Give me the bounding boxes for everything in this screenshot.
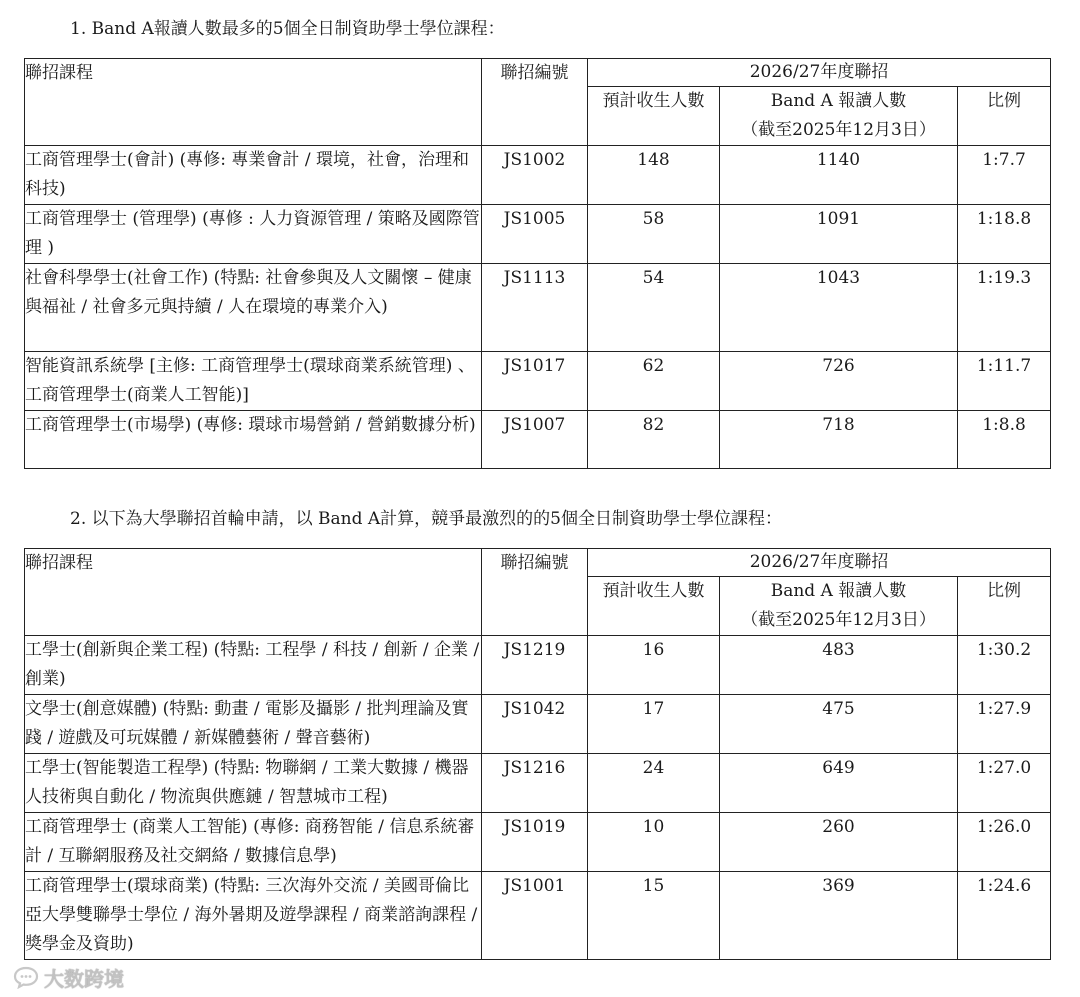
table-row bbox=[25, 146, 1051, 205]
course-code-cell: JS1042 bbox=[482, 695, 588, 754]
course-code-cell: JS1219 bbox=[482, 636, 588, 695]
ratio-cell: 1:24.6 bbox=[958, 872, 1051, 960]
column-header-ratio: 比例 bbox=[958, 577, 1051, 636]
column-header-band-a bbox=[720, 87, 958, 146]
intake-cell: 17 bbox=[588, 695, 720, 754]
table-row bbox=[25, 813, 1051, 872]
column-header-group: 2026/27年度聯招 bbox=[588, 549, 1051, 577]
course-name-cell: 文學士(創意媒體) (特點: 動畫 / 電影及攝影 / 批判理論及實踐 / 遊戲及可玩媒體 / 新媒體藝術 / 聲音藝術) bbox=[25, 695, 482, 754]
table-row bbox=[25, 872, 1051, 960]
most-competitive-table bbox=[24, 548, 1051, 960]
course-name-cell: 工商管理學士 (商業人工智能) (專修: 商務智能 / 信息系統審計 / 互聯網服務及社交網絡 / 數據信息學) bbox=[25, 813, 482, 872]
watermark bbox=[12, 962, 124, 992]
course-name-cell: 工商管理學士 (管理學) (專修 : 人力資源管理 / 策略及國際管理 ) bbox=[25, 205, 482, 264]
intake-cell: 16 bbox=[588, 636, 720, 695]
intake-cell: 148 bbox=[588, 146, 720, 205]
band-a-cell: 1140 bbox=[720, 146, 958, 205]
course-code-cell: JS1007 bbox=[482, 411, 588, 469]
column-header-course: 聯招課程 bbox=[25, 549, 482, 636]
ratio-cell: 1:18.8 bbox=[958, 205, 1051, 264]
table-row bbox=[25, 205, 1051, 264]
column-header-code: 聯招編號 bbox=[482, 59, 588, 146]
band-a-cell: 483 bbox=[720, 636, 958, 695]
band-a-cell: 1091 bbox=[720, 205, 958, 264]
column-header-course: 聯招課程 bbox=[25, 59, 482, 146]
table-row bbox=[25, 754, 1051, 813]
course-name-cell: 社會科學學士(社會工作) (特點: 社會參與及人文關懷 – 健康與福祉 / 社會多元與持續 / 人在環境的專業介入) bbox=[25, 264, 482, 352]
column-header-code: 聯招編號 bbox=[482, 549, 588, 636]
chat-bubble-icon bbox=[12, 965, 40, 989]
course-code-cell: JS1001 bbox=[482, 872, 588, 960]
intake-cell: 15 bbox=[588, 872, 720, 960]
intake-cell: 58 bbox=[588, 205, 720, 264]
band-a-cell: 726 bbox=[720, 352, 958, 411]
table-row bbox=[25, 352, 1051, 411]
ratio-cell: 1:19.3 bbox=[958, 264, 1051, 352]
table-row bbox=[25, 264, 1051, 352]
column-header-band-a-date: （截至2025年12月3日） bbox=[741, 610, 936, 630]
course-name-cell: 智能資訊系統學 [主修: 工商管理學士(環球商業系統管理) 、工商管理學士(商業人工智能)] bbox=[25, 352, 482, 411]
course-name-cell: 工商管理學士(會計) (專修: 專業會計 / 環境，社會，治理和科技) bbox=[25, 146, 482, 205]
course-code-cell: JS1019 bbox=[482, 813, 588, 872]
band-a-cell: 718 bbox=[720, 411, 958, 469]
ratio-cell: 1:27.0 bbox=[958, 754, 1051, 813]
band-a-cell: 369 bbox=[720, 872, 958, 960]
band-a-cell: 1043 bbox=[720, 264, 958, 352]
band-a-cell: 260 bbox=[720, 813, 958, 872]
column-header-band-a-title: Band A 報讀人數 bbox=[770, 581, 907, 601]
band-a-cell: 475 bbox=[720, 695, 958, 754]
column-header-band-a-date: （截至2025年12月3日） bbox=[741, 120, 936, 140]
ratio-cell: 1:7.7 bbox=[958, 146, 1051, 205]
intake-cell: 62 bbox=[588, 352, 720, 411]
course-name-cell: 工學士(智能製造工程學) (特點: 物聯網 / 工業大數據 / 機器人技術與自動化 / 物流與供應鏈 / 智慧城市工程) bbox=[25, 754, 482, 813]
ratio-cell: 1:30.2 bbox=[958, 636, 1051, 695]
watermark-text: 大数跨境 bbox=[44, 966, 124, 991]
table-row bbox=[25, 411, 1051, 469]
course-code-cell: JS1005 bbox=[482, 205, 588, 264]
course-code-cell: JS1216 bbox=[482, 754, 588, 813]
column-header-ratio: 比例 bbox=[958, 87, 1051, 146]
ratio-cell: 1:8.8 bbox=[958, 411, 1051, 469]
course-code-cell: JS1113 bbox=[482, 264, 588, 352]
intake-cell: 10 bbox=[588, 813, 720, 872]
table-row bbox=[25, 636, 1051, 695]
column-header-group: 2026/27年度聯招 bbox=[588, 59, 1051, 87]
section-heading-2: 2. 以下為大學聯招首輪申請，以 Band A計算，競爭最激烈的的5個全日制資助學士學位課程： bbox=[70, 509, 782, 529]
intake-cell: 54 bbox=[588, 264, 720, 352]
course-code-cell: JS1017 bbox=[482, 352, 588, 411]
ratio-cell: 1:26.0 bbox=[958, 813, 1051, 872]
column-header-band-a bbox=[720, 577, 958, 636]
column-header-band-a-title: Band A 報讀人數 bbox=[770, 91, 907, 111]
course-name-cell: 工商管理學士(市場學) (專修: 環球市場營銷 / 營銷數據分析) bbox=[25, 411, 482, 469]
ratio-cell: 1:27.9 bbox=[958, 695, 1051, 754]
column-header-intake: 預計收生人數 bbox=[588, 87, 720, 146]
section-heading-1: 1. Band A報讀人數最多的5個全日制資助學士學位課程： bbox=[70, 19, 505, 39]
band-a-cell: 649 bbox=[720, 754, 958, 813]
ratio-cell: 1:11.7 bbox=[958, 352, 1051, 411]
intake-cell: 82 bbox=[588, 411, 720, 469]
course-code-cell: JS1002 bbox=[482, 146, 588, 205]
intake-cell: 24 bbox=[588, 754, 720, 813]
top-applications-table bbox=[24, 58, 1051, 469]
column-header-intake: 預計收生人數 bbox=[588, 577, 720, 636]
table-row bbox=[25, 695, 1051, 754]
course-name-cell: 工學士(創新與企業工程) (特點: 工程學 / 科技 / 創新 / 企業 / 創業) bbox=[25, 636, 482, 695]
course-name-cell: 工商管理學士(環球商業) (特點: 三次海外交流 / 美國哥倫比亞大學雙聯學士學位 / 海外暑期及遊學課程 / 商業諮詢課程 / 獎學金及資助) bbox=[25, 872, 482, 960]
